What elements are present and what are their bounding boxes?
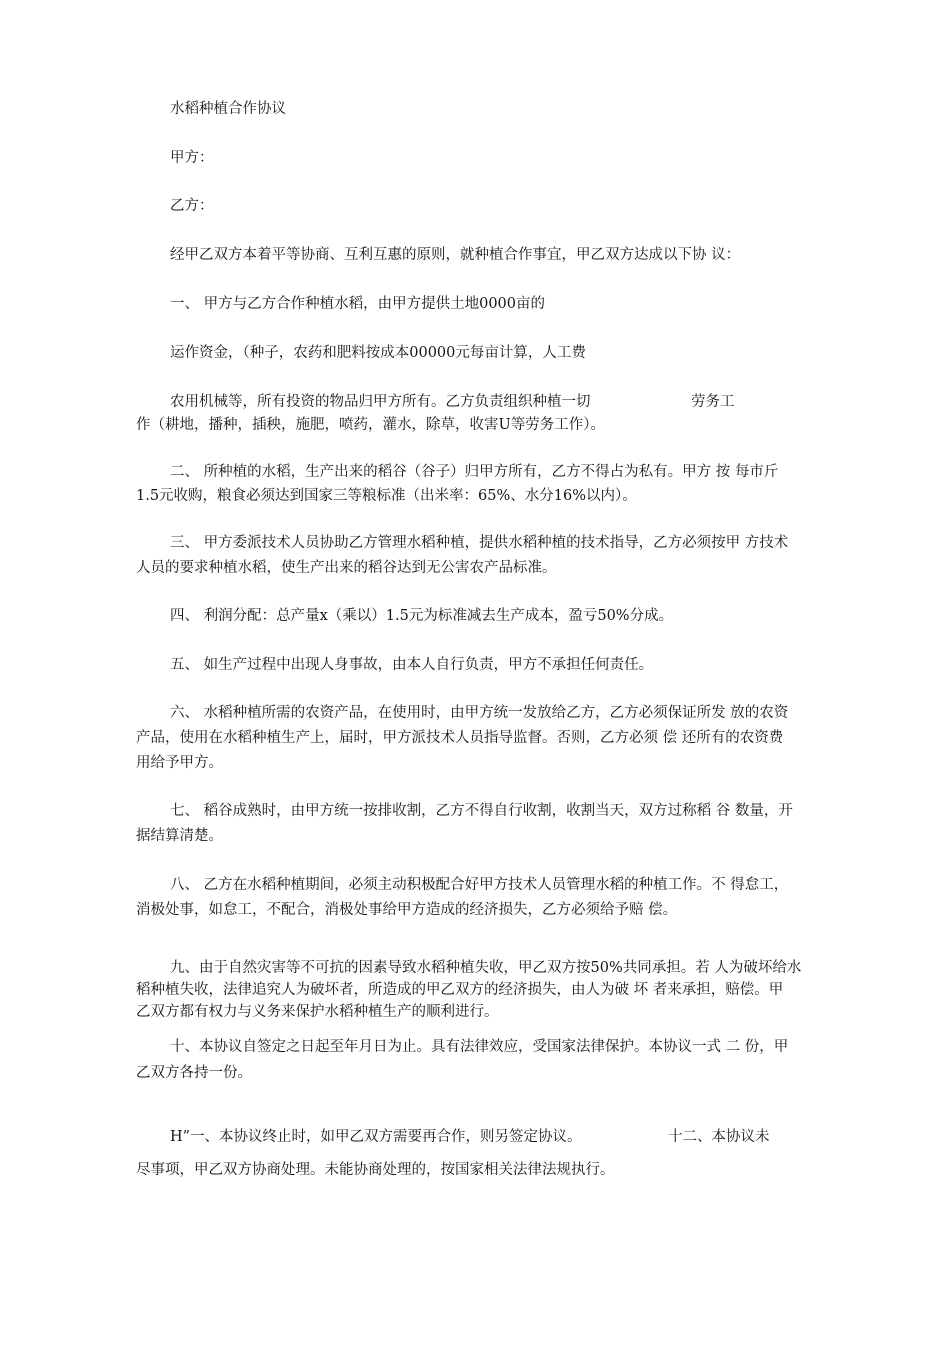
clause-6-line-2: 产品，使用在水稻种植生产上，届时，甲方派技术人员指导监督。否则，乙方必须 偿 还所有的农资费 (136, 730, 784, 746)
clause-5: 五、 如生产过程中出现人身事故，由本人自行负责，甲方不承担任何责任。 (170, 657, 654, 673)
clause-9-line-1: 九、由于自然灾害等不可抗的因素导致水稻种植失收，甲乙双方按50%共同承担。若 人为破坏给水 (170, 960, 802, 976)
clause-9-line-2: 稻种植失收，法律追究人为破坏者，所造成的甲乙双方的经济损失，由人为破 坏 者来承担，赔偿。甲 (136, 982, 784, 998)
clause-3-line-2: 人员的要求种植水稻，使生产出来的稻谷达到无公害农产品标准。 (136, 560, 557, 576)
clause-1-line-3-tail: 劳务工 (691, 394, 735, 410)
clause-1-line-3: 农用机械等，所有投资的物品归甲方所有。乙方负责组织种植一切 (170, 394, 591, 410)
party-a-label: 甲方： (170, 150, 214, 166)
clause-7-line-1: 七、 稻谷成熟时，由甲方统一按排收割，乙方不得自行收割，收割当天，双方过称稻 谷 数量，开 (170, 803, 793, 819)
intro-paragraph: 经甲乙双方本着平等协商、互利互惠的原则，就种植合作事宜，甲乙双方达成以下协 议： (170, 247, 741, 263)
clause-6-line-1: 六、 水稻种植所需的农资产品，在使用时，由甲方统一发放给乙方，乙方必须保证所发 放的农资 (170, 705, 789, 721)
clause-12-line-2: 尽事项，甲乙双方协商处理。未能协商处理的，按国家相关法律法规执行。 (136, 1162, 615, 1178)
clause-4: 四、 利润分配：总产量x（乘以）1.5元为标准减去生产成本，盈亏50%分成。 (170, 608, 674, 624)
clause-8-line-2: 消极处事，如怠工，不配合，消极处事给甲方造成的经济损失，乙方必须给予赔 偿。 (136, 902, 678, 918)
document-title: 水稻种植合作协议 (170, 101, 286, 117)
clause-1-line-4: 作（耕地，播种，插秧，施肥，喷药，灌水，除草，收害U等劳务工作）。 (136, 417, 605, 433)
clause-8-line-1: 八、 乙方在水稻种植期间，必须主动积极配合好甲方技术人员管理水稻的种植工作。不 得怠工， (170, 877, 789, 893)
clause-2-line-1: 二、 所种植的水稻，生产出来的稻谷（谷子）归甲方所有，乙方不得占为私有。甲方 按 每市斤 (170, 464, 779, 480)
clause-3-line-1: 三、 甲方委派技术人员协助乙方管理水稻种植，提供水稻种植的技术指导，乙方必须按甲 方技术 (170, 535, 789, 551)
clause-11-line-1: H”一、本协议终止时，如甲乙双方需要再合作，则另签定协议。 (170, 1129, 582, 1145)
clause-7-line-2: 据结算清楚。 (136, 828, 223, 844)
clause-1-line-2: 运作资金，（种子，农药和肥料按成本00000元每亩计算，人工费 (170, 345, 586, 361)
clause-10-line-2: 乙双方各持一份。 (136, 1065, 252, 1081)
clause-1-line-1: 一、 甲方与乙方合作种植水稻，由甲方提供土地0000亩的 (170, 296, 546, 312)
clause-9-line-3: 乙双方都有权力与义务来保护水稻种植生产的顺利进行。 (136, 1004, 499, 1020)
clause-2-line-2: 1.5元收购，粮食必须达到国家三等粮标准（出米率：65%、水分16%以内）。 (136, 488, 637, 504)
clause-10-line-1: 十、本协议自签定之日起至年月日为止。具有法律效应，受国家法律保护。本协议一式 二 份，甲 (170, 1039, 789, 1055)
clause-12-start: 十二、本协议未 (668, 1129, 770, 1145)
party-b-label: 乙方： (170, 198, 214, 214)
clause-6-line-3: 用给予甲方。 (136, 755, 223, 771)
